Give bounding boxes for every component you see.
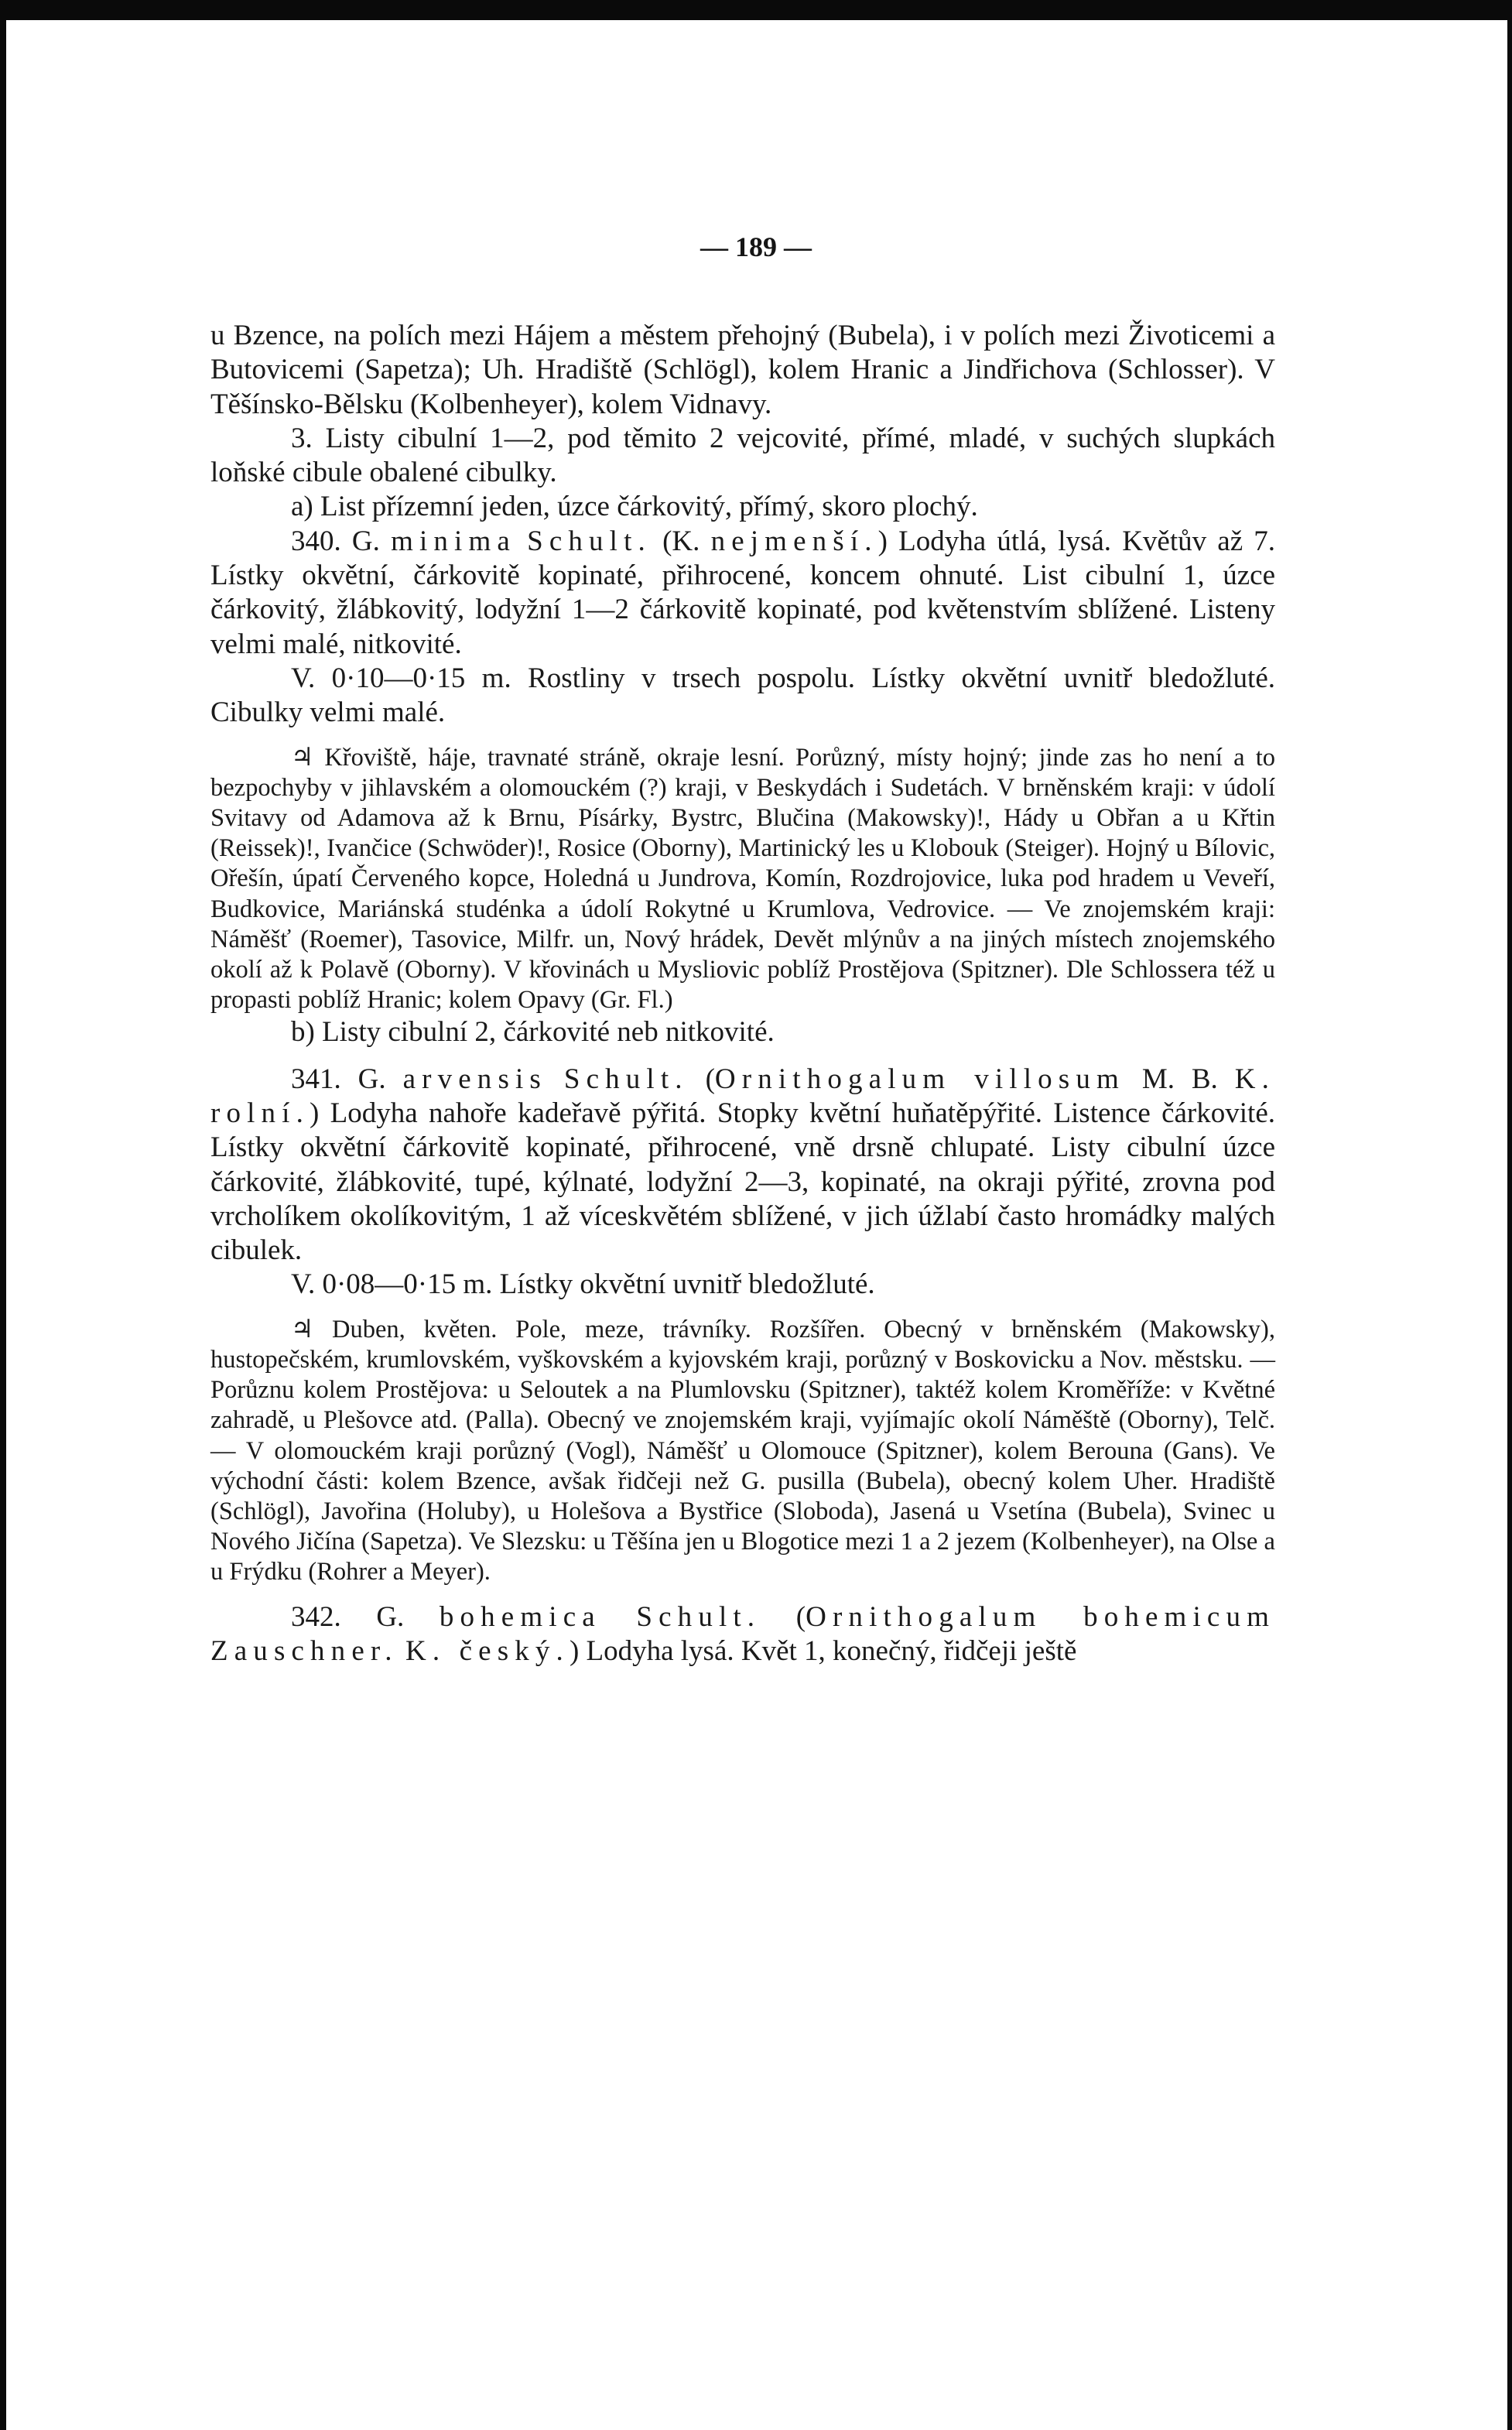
species-epithet: bohemica bbox=[439, 1600, 601, 1633]
species-number: 341. G. bbox=[291, 1063, 386, 1095]
species-341-habitat: ♃ Duben, květen. Pole, meze, trávníky. Rozšířen. Obecný v brněnském (Makowsky), hustopečském, krumlovském, vyškovském a kyjovském kraji, porůzný v Boskovicku a Nov. městsku. — Porůznu kolem Prostějova: u Seloutek a na Plumlovsku (Spitzner), taktéž kolem Kroměříže: v Květné zahradě, u Plešovce atd. (Palla). Obecný ve znojemském kraji, vyjímajíc okolí Náměště (Oborny), Telč. — V olomouckém kraji porůzný (Vogl), Náměšť u Olomouce (Spitzner), kolem Berouna (Gans). Ve východní části: kolem Bzence, avšak řidčeji než G. pusilla (Bubela), obecný kolem Uher. Hradiště (Schlögl), Javořina (Holuby), u Holešova a Bystřice (Sloboda), Jasená u Vsetína (Bubela), Svinec u Nového Jičína (Sapetza). Ve Slezsku: u Těšína jen u Blogotice mezi 1 a 2 jezem (Kolbenheyer), na Olse a u Frýdku (Rohrer a Meyer). bbox=[210, 1315, 1275, 1586]
synonym-author: Zauschner. bbox=[210, 1634, 399, 1667]
key-item-3: 3. Listy cibulní 1—2, pod těmito 2 vejcovité, přímé, mladé, v suchých slupkách loňské cibule obalené cibulky. bbox=[210, 422, 1275, 489]
species-epithet: minima bbox=[391, 525, 516, 557]
species-text: ) Lodyha lysá. Květ 1, konečný, řidčeji ještě bbox=[569, 1634, 1077, 1667]
page-number: — 189 — bbox=[700, 231, 812, 262]
species-author: Schult. bbox=[527, 525, 652, 557]
species-number: 342. G. bbox=[291, 1600, 405, 1633]
page-body bbox=[210, 319, 1275, 1668]
scan-border-left bbox=[0, 0, 6, 2430]
species-author: Schult. bbox=[563, 1063, 689, 1095]
species-340-description bbox=[210, 525, 1275, 662]
species-341-description bbox=[210, 1063, 1275, 1268]
species-340-measure: V. 0·10—0·15 m. Rostliny v trsech pospolu. Lístky okvětní uvnitř bledožluté. Cibulky velmi malé. bbox=[210, 662, 1275, 729]
czech-name: K. český. bbox=[405, 1634, 570, 1667]
scan-border-top bbox=[0, 0, 1512, 20]
paragraph-continuation: u Bzence, na polích mezi Hájem a městem přehojný (Bubela), i v polích mezi Životicemi a Butovicemi (Sapetza); Uh. Hradiště (Schlögl), kolem Hranic a Jindřichova (Schlosser). V Těšínsko-Bělsku (Kolbenheyer), kolem Vidnavy. bbox=[210, 320, 1275, 420]
species-340-habitat: ♃ Křoviště, háje, travnaté stráně, okraje lesní. Porůzný, místy hojný; jinde zas ho není a to bezpochyby v jihlavském a olomouckém (?) kraji, v Beskydách i Sudetách. V brněnském kraji: v údolí Svitavy od Adamova až k Brnu, Písárky, Bystrc, Blučina (Makowsky)!, Hády u Obřan a u Křtin (Reissek)!, Ivančice (Schwöder)!, Rosice (Oborny), Martinický les u Klobouk (Steiger). Hojný u Bílovic, Ořešín, úpatí Červeného kopce, Holedná u Jundrova, Komín, Rozdrojovice, luka pod hradem u Veveří, Budkovice, Mariánská studénka a údolí Rokytné u Krumlova, Vedrovice. — Ve znojemském kraji: Náměšť (Roemer), Tasovice, Milfr. un, Nový hrádek, Devět mlýnův a na jiných místech znojemského okolí až k Polavě (Oborny). V křovinách u Mysliovic poblíž Prostějova (Spitzner). Dle Schlossera též u propasti poblíž Hranic; kolem Opavy (Gr. Fl.) bbox=[210, 743, 1275, 1015]
synonym-name: Ornithogalum bohemicum bbox=[806, 1600, 1276, 1633]
synonym-author: M. B. bbox=[1141, 1063, 1218, 1095]
key-item-b: b) Listy cibulní 2, čárkovité neb nitkovité. bbox=[291, 1016, 775, 1049]
paren-open: ( bbox=[705, 1063, 715, 1095]
synonym-name: Ornithogalum villosum bbox=[714, 1063, 1125, 1095]
species-text: ) Lodyha nahoře kadeřavě pýřitá. Stopky květní huňatěpýřité. Listence čárkovité. Lístky okvětní čárkovitě kopinaté, přihrocené, vně drsně chlupaté. Listy cibulní úzce čárkovité, žlábkovité, tupé, kýlnaté, lodyžní 2—3, kopinaté, na okraji pýřité, zrovna pod vrcholíkem okolíkovitým, 1 až víceskvětém sblížené, v jich úžlabí často hromádky malých cibulek. bbox=[210, 1097, 1275, 1267]
czech-name: K. rolní. bbox=[210, 1063, 1275, 1129]
species-text: ) Lodyha útlá, lysá. Květův až 7. Lístky okvětní, čárkovitě kopinaté, přihrocené, koncem ohnuté. List cibulní 1, úzce čárkovitý, žlábkovitý, lodyžní 1—2 čárkovitě kopinaté, pod květenstvím sblížené. Listeny velmi malé, nitkovité. bbox=[210, 525, 1276, 660]
paren-open: ( bbox=[795, 1600, 806, 1633]
species-341-measure: V. 0·08—0·15 m. Lístky okvětní uvnitř bledožluté. bbox=[291, 1268, 875, 1301]
species-epithet: arvensis bbox=[402, 1063, 547, 1095]
species-number: 340. G. bbox=[291, 525, 380, 557]
czech-name: nejmenší. bbox=[710, 525, 878, 557]
key-item-a: a) List přízemní jeden, úzce čárkovitý, přímý, skoro plochý. bbox=[291, 491, 978, 523]
paren-open: (K. bbox=[662, 525, 700, 557]
species-342-description bbox=[210, 1600, 1275, 1669]
species-author: Schult. bbox=[636, 1600, 761, 1633]
scan-border-right bbox=[1507, 0, 1512, 2430]
